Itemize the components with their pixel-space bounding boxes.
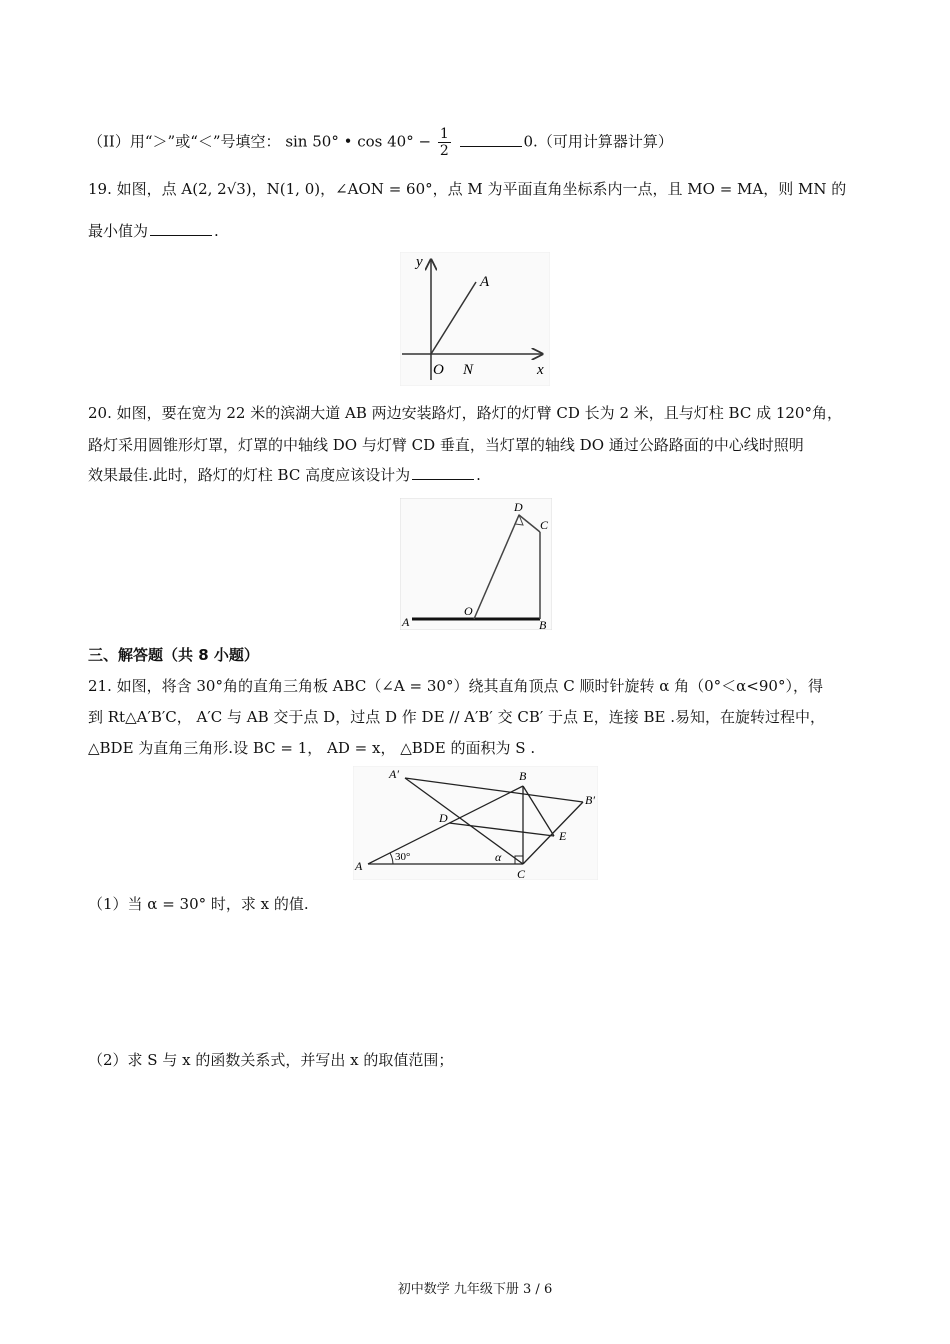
q21-label-d: D	[439, 811, 448, 825]
q21-label-alpha: α	[495, 850, 502, 864]
q20-label-d: D	[514, 500, 523, 514]
q20-answer-blank[interactable]	[412, 465, 474, 480]
q21-label-b: B	[519, 769, 527, 783]
q19-line-1: 19. 如图，点 A(2, 2√3)，N(1, 0)，∠AON = 60°，点 M 为平面直角坐标系内一点，且 MO = MA，则 MN 的	[88, 180, 847, 198]
q20-line-3	[88, 464, 481, 486]
q21-label-c: C	[517, 867, 526, 880]
q21-label-angle30: 30°	[395, 851, 411, 863]
q21-label-e: E	[559, 829, 567, 843]
q21-part-1: （1）当 α = 30° 时，求 x 的值.	[88, 895, 309, 913]
q20-line-1: 20. 如图，要在宽为 22 米的滨湖大道 AB 两边安装路灯，路灯的灯臂 CD 长为 2 米，且与灯柱 BC 成 120°角，	[88, 404, 842, 422]
page-footer: 初中数学 九年级下册 3 / 6	[397, 1282, 553, 1297]
q18-expression: sin 50° • cos 40° −	[285, 132, 432, 151]
q19-label-n: N	[463, 362, 474, 378]
q20-label-c: C	[540, 518, 549, 532]
q19-label-x: x	[537, 362, 544, 378]
q21-label-a1: A′	[389, 767, 399, 781]
q21-figure	[353, 766, 598, 880]
q19-line2-suffix: .	[214, 222, 219, 240]
q19-line-2	[88, 220, 219, 242]
q20-label-b: B	[539, 618, 547, 630]
q20-line3-prefix: 效果最佳.此时，路灯的灯柱 BC 高度应该设计为	[88, 466, 411, 484]
q18-prefix: （II）用“＞”或“＜”号填空：	[88, 132, 281, 151]
q20-figure	[400, 498, 552, 630]
q19-line2-prefix: 最小值为	[88, 222, 149, 240]
q21-part-2: （2）求 S 与 x 的函数关系式，并写出 x 的取值范围；	[88, 1051, 454, 1069]
q18-part2-line	[88, 126, 673, 159]
q21-label-b1: B′	[585, 793, 595, 807]
section-3-title: 三、解答题（共 8 小题）	[88, 646, 259, 664]
q18-fraction-numerator: 1	[439, 126, 449, 142]
q19-answer-blank[interactable]	[150, 221, 212, 236]
q20-line-2: 路灯采用圆锥形灯罩，灯罩的中轴线 DO 与灯臂 CD 垂直，当灯罩的轴线 DO 通过公路路面的中心线时照明	[88, 436, 804, 454]
q19-label-a: A	[480, 274, 490, 290]
q18-fraction	[438, 126, 451, 159]
q20-label-a: A	[402, 615, 410, 629]
q21-line-3: △BDE 为直角三角形.设 BC = 1， AD = x， △BDE 的面积为 S .	[88, 739, 536, 757]
q21-line-1: 21. 如图，将含 30°角的直角三角板 ABC（∠A = 30°）绕其直角顶点 C 顺时针旋转 α 角（0°＜α<90°），得	[88, 677, 823, 695]
q21-label-a: A	[355, 859, 363, 873]
q19-label-o: O	[433, 362, 444, 378]
q19-figure	[400, 252, 550, 386]
q18-suffix: 0.（可用计算器计算）	[523, 132, 673, 151]
q20-line3-suffix: .	[476, 466, 481, 484]
q19-label-y: y	[416, 254, 423, 270]
q21-line-2: 到 Rt△A′B′C， A′C 与 AB 交于点 D，过点 D 作 DE // A′B′ 交 CB′ 于点 E，连接 BE .易知，在旋转过程中，	[88, 708, 826, 726]
q20-label-o: O	[464, 604, 473, 618]
q18-fraction-denominator: 2	[439, 143, 449, 159]
q18-answer-blank[interactable]	[460, 132, 522, 147]
